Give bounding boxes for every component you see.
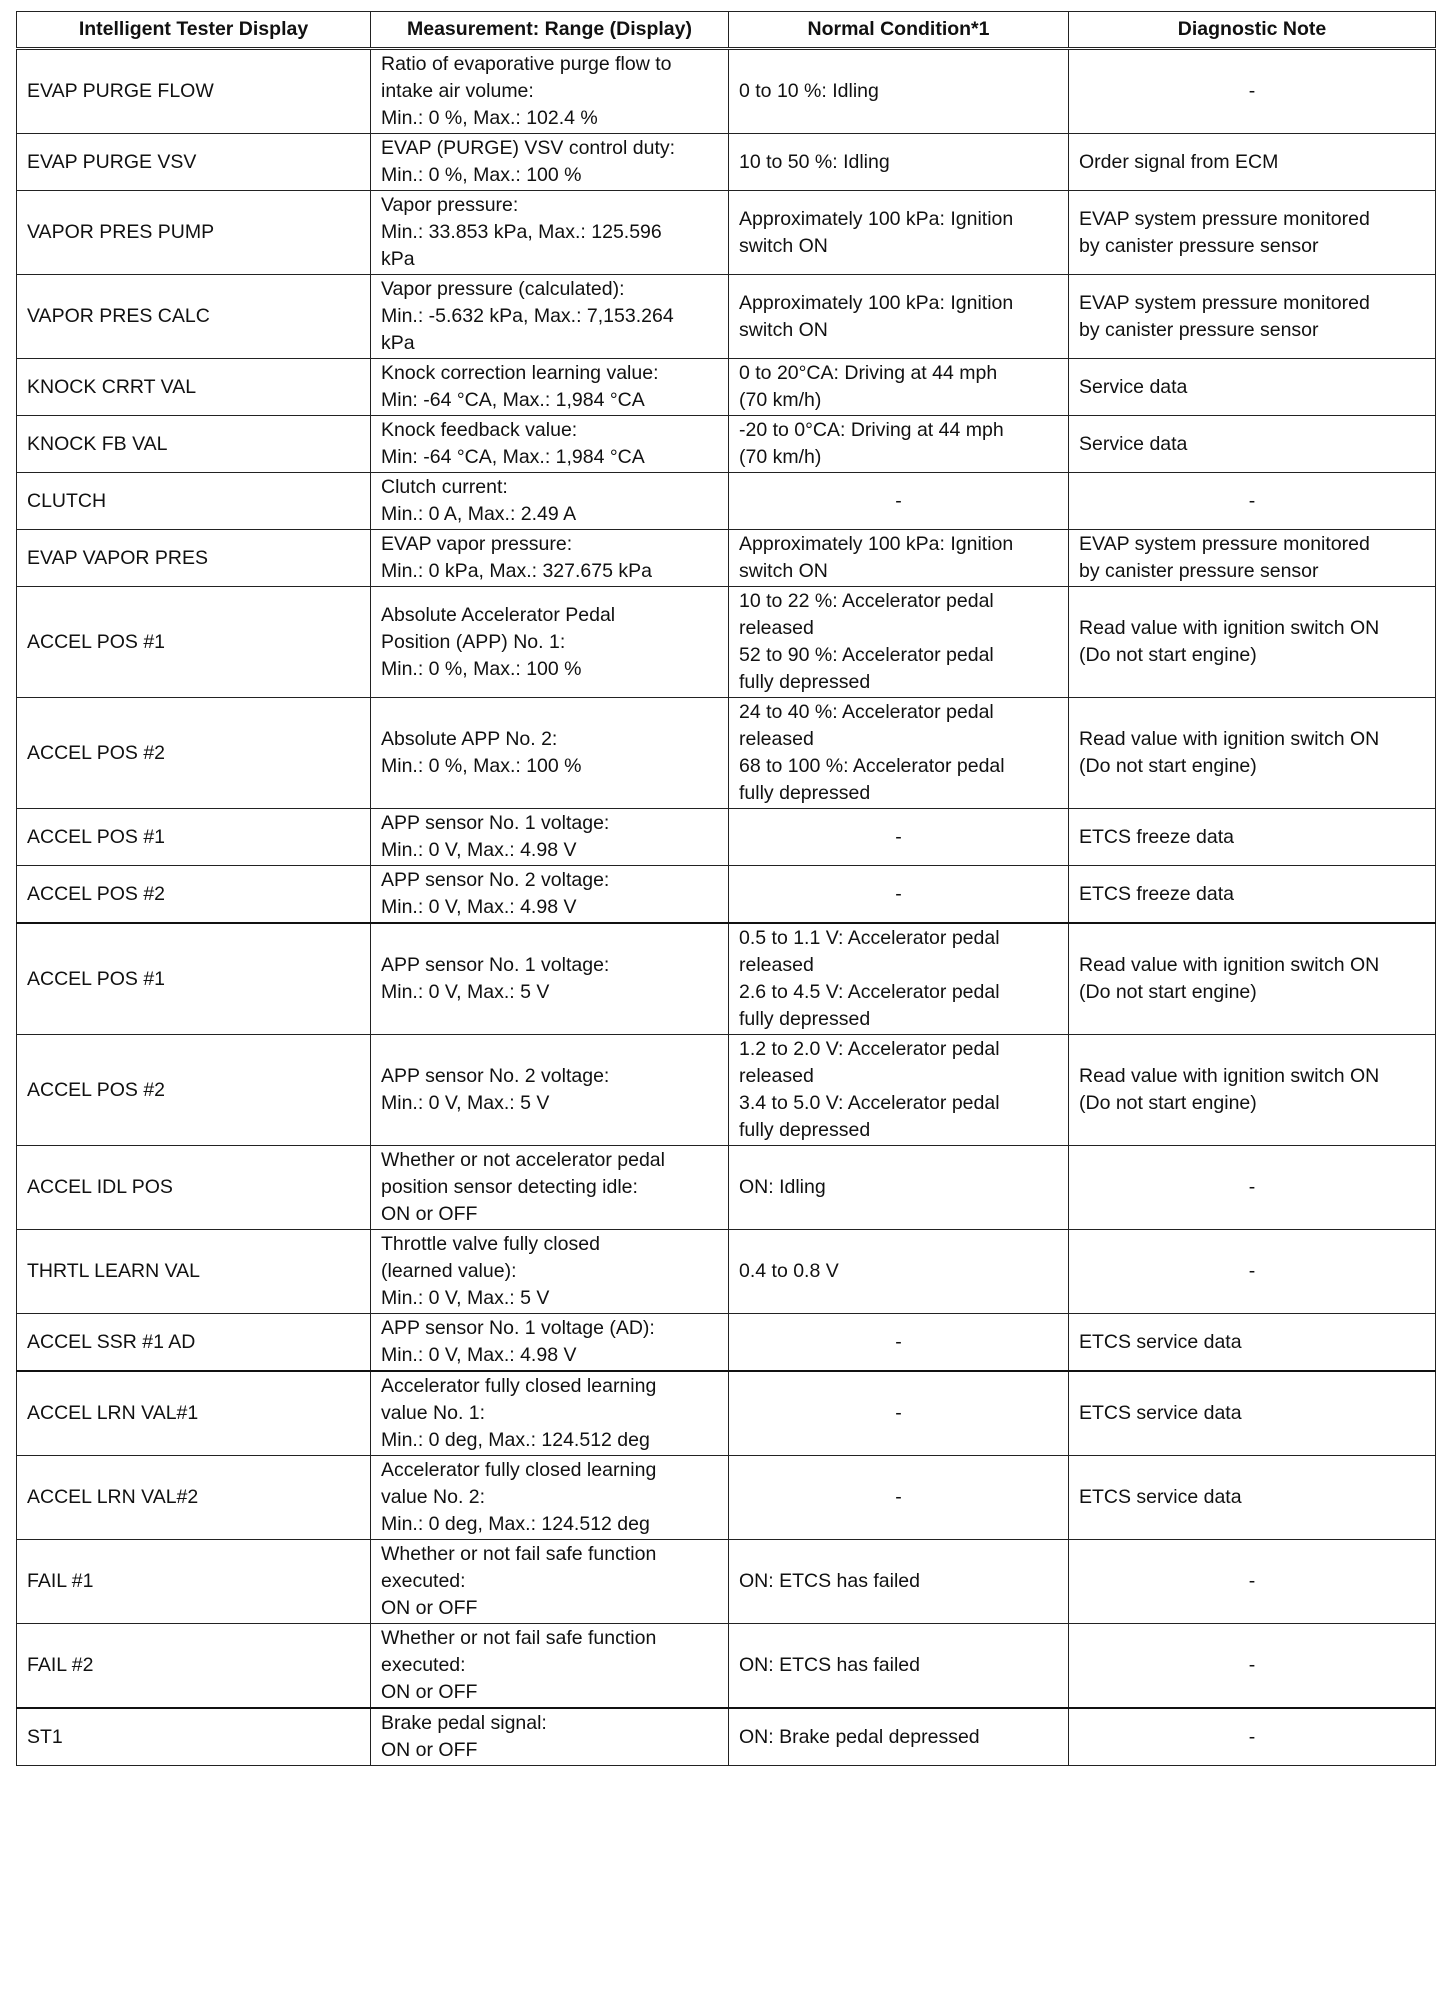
cell-normal: 0 to 20°CA: Driving at 44 mph (70 km/h): [729, 359, 1069, 416]
cell-display: VAPOR PRES CALC: [17, 275, 371, 359]
cell-note: Read value with ignition switch ON (Do not start engine): [1069, 587, 1436, 698]
cell-normal: ON: Brake pedal depressed: [729, 1708, 1069, 1766]
cell-display: ACCEL LRN VAL#2: [17, 1456, 371, 1540]
cell-normal: ON: ETCS has failed: [729, 1540, 1069, 1624]
cell-display: ACCEL POS #1: [17, 809, 371, 866]
cell-range: EVAP (PURGE) VSV control duty: Min.: 0 %, Max.: 100 %: [371, 134, 729, 191]
header-measurement-range: Measurement: Range (Display): [371, 12, 729, 49]
cell-normal: -: [729, 1456, 1069, 1540]
cell-range: Whether or not accelerator pedal position sensor detecting idle: ON or OFF: [371, 1146, 729, 1230]
table-row: [17, 191, 1436, 275]
table-row: [17, 1456, 1436, 1540]
cell-normal: 0.4 to 0.8 V: [729, 1230, 1069, 1314]
cell-note: -: [1069, 1146, 1436, 1230]
cell-note: -: [1069, 1708, 1436, 1766]
cell-note: Read value with ignition switch ON (Do not start engine): [1069, 1035, 1436, 1146]
cell-normal: Approximately 100 kPa: Ignition switch ON: [729, 191, 1069, 275]
cell-range: EVAP vapor pressure: Min.: 0 kPa, Max.: 327.675 kPa: [371, 530, 729, 587]
cell-note: EVAP system pressure monitored by canister pressure sensor: [1069, 530, 1436, 587]
cell-note: -: [1069, 1230, 1436, 1314]
table-row: [17, 809, 1436, 866]
cell-display: EVAP VAPOR PRES: [17, 530, 371, 587]
table-row: [17, 1035, 1436, 1146]
cell-range: Vapor pressure (calculated): Min.: -5.632 kPa, Max.: 7,153.264 kPa: [371, 275, 729, 359]
cell-range: APP sensor No. 1 voltage: Min.: 0 V, Max.: 5 V: [371, 923, 729, 1035]
table-row: [17, 1708, 1436, 1766]
cell-normal: -: [729, 1371, 1069, 1456]
cell-range: Absolute Accelerator Pedal Position (APP) No. 1: Min.: 0 %, Max.: 100 %: [371, 587, 729, 698]
cell-note: EVAP system pressure monitored by canister pressure sensor: [1069, 191, 1436, 275]
cell-note: Read value with ignition switch ON (Do not start engine): [1069, 923, 1436, 1035]
header-diagnostic-note: Diagnostic Note: [1069, 12, 1436, 49]
table-row: [17, 473, 1436, 530]
table-row: [17, 275, 1436, 359]
table-row: [17, 530, 1436, 587]
cell-display: ACCEL POS #2: [17, 1035, 371, 1146]
cell-display: EVAP PURGE VSV: [17, 134, 371, 191]
cell-display: FAIL #1: [17, 1540, 371, 1624]
table-row: [17, 359, 1436, 416]
cell-display: KNOCK FB VAL: [17, 416, 371, 473]
cell-display: ACCEL IDL POS: [17, 1146, 371, 1230]
cell-normal: 10 to 22 %: Accelerator pedal released 52 to 90 %: Accelerator pedal fully depressed: [729, 587, 1069, 698]
cell-range: Brake pedal signal: ON or OFF: [371, 1708, 729, 1766]
cell-note: -: [1069, 1540, 1436, 1624]
cell-range: APP sensor No. 2 voltage: Min.: 0 V, Max.: 4.98 V: [371, 866, 729, 924]
cell-note: -: [1069, 473, 1436, 530]
cell-note: ETCS service data: [1069, 1371, 1436, 1456]
table-header-row: [17, 12, 1436, 49]
cell-normal: ON: ETCS has failed: [729, 1624, 1069, 1709]
cell-range: Knock feedback value: Min: -64 °CA, Max.: 1,984 °CA: [371, 416, 729, 473]
cell-range: Accelerator fully closed learning value No. 1: Min.: 0 deg, Max.: 124.512 deg: [371, 1371, 729, 1456]
header-tester-display: Intelligent Tester Display: [17, 12, 371, 49]
cell-display: VAPOR PRES PUMP: [17, 191, 371, 275]
cell-normal: 24 to 40 %: Accelerator pedal released 68 to 100 %: Accelerator pedal fully depressed: [729, 698, 1069, 809]
cell-note: ETCS service data: [1069, 1456, 1436, 1540]
cell-note: ETCS freeze data: [1069, 866, 1436, 924]
cell-range: Accelerator fully closed learning value No. 2: Min.: 0 deg, Max.: 124.512 deg: [371, 1456, 729, 1540]
cell-normal: -: [729, 866, 1069, 924]
cell-range: APP sensor No. 2 voltage: Min.: 0 V, Max.: 5 V: [371, 1035, 729, 1146]
cell-note: ETCS freeze data: [1069, 809, 1436, 866]
cell-normal: Approximately 100 kPa: Ignition switch ON: [729, 530, 1069, 587]
table-row: [17, 1624, 1436, 1709]
cell-normal: 1.2 to 2.0 V: Accelerator pedal released 3.4 to 5.0 V: Accelerator pedal fully depressed: [729, 1035, 1069, 1146]
data-list-page: [16, 11, 1435, 1766]
cell-normal: -: [729, 1314, 1069, 1372]
cell-normal: -: [729, 809, 1069, 866]
table-row: [17, 49, 1436, 134]
cell-display: CLUTCH: [17, 473, 371, 530]
cell-note: Read value with ignition switch ON (Do not start engine): [1069, 698, 1436, 809]
cell-normal: Approximately 100 kPa: Ignition switch ON: [729, 275, 1069, 359]
header-normal-condition: Normal Condition*1: [729, 12, 1069, 49]
cell-note: ETCS service data: [1069, 1314, 1436, 1372]
table-row: [17, 1230, 1436, 1314]
table-row: [17, 587, 1436, 698]
cell-display: ACCEL POS #2: [17, 866, 371, 924]
data-list-table: [16, 11, 1436, 1766]
cell-display: ACCEL POS #2: [17, 698, 371, 809]
cell-normal: -20 to 0°CA: Driving at 44 mph (70 km/h): [729, 416, 1069, 473]
cell-note: Service data: [1069, 359, 1436, 416]
cell-range: APP sensor No. 1 voltage: Min.: 0 V, Max.: 4.98 V: [371, 809, 729, 866]
cell-display: ACCEL POS #1: [17, 923, 371, 1035]
cell-normal: 0 to 10 %: Idling: [729, 49, 1069, 134]
table-row: [17, 1540, 1436, 1624]
cell-note: EVAP system pressure monitored by canister pressure sensor: [1069, 275, 1436, 359]
table-row: [17, 866, 1436, 924]
cell-normal: -: [729, 473, 1069, 530]
cell-normal: ON: Idling: [729, 1146, 1069, 1230]
table-row: [17, 698, 1436, 809]
cell-note: Order signal from ECM: [1069, 134, 1436, 191]
cell-display: ACCEL POS #1: [17, 587, 371, 698]
table-row: [17, 923, 1436, 1035]
cell-note: -: [1069, 49, 1436, 134]
cell-range: Clutch current: Min.: 0 A, Max.: 2.49 A: [371, 473, 729, 530]
cell-note: -: [1069, 1624, 1436, 1709]
cell-display: ST1: [17, 1708, 371, 1766]
cell-normal: 10 to 50 %: Idling: [729, 134, 1069, 191]
cell-display: ACCEL LRN VAL#1: [17, 1371, 371, 1456]
cell-range: Knock correction learning value: Min: -64 °CA, Max.: 1,984 °CA: [371, 359, 729, 416]
cell-range: APP sensor No. 1 voltage (AD): Min.: 0 V, Max.: 4.98 V: [371, 1314, 729, 1372]
cell-display: THRTL LEARN VAL: [17, 1230, 371, 1314]
cell-range: Throttle valve fully closed (learned value): Min.: 0 V, Max.: 5 V: [371, 1230, 729, 1314]
cell-normal: 0.5 to 1.1 V: Accelerator pedal released 2.6 to 4.5 V: Accelerator pedal fully depressed: [729, 923, 1069, 1035]
cell-display: EVAP PURGE FLOW: [17, 49, 371, 134]
cell-range: Whether or not fail safe function executed: ON or OFF: [371, 1624, 729, 1709]
table-row: [17, 1371, 1436, 1456]
table-row: [17, 1146, 1436, 1230]
cell-range: Absolute APP No. 2: Min.: 0 %, Max.: 100 %: [371, 698, 729, 809]
cell-range: Vapor pressure: Min.: 33.853 kPa, Max.: 125.596 kPa: [371, 191, 729, 275]
cell-range: Ratio of evaporative purge flow to intake air volume: Min.: 0 %, Max.: 102.4 %: [371, 49, 729, 134]
cell-display: FAIL #2: [17, 1624, 371, 1709]
cell-display: KNOCK CRRT VAL: [17, 359, 371, 416]
cell-range: Whether or not fail safe function executed: ON or OFF: [371, 1540, 729, 1624]
table-row: [17, 1314, 1436, 1372]
table-row: [17, 134, 1436, 191]
cell-note: Service data: [1069, 416, 1436, 473]
cell-display: ACCEL SSR #1 AD: [17, 1314, 371, 1372]
table-row: [17, 416, 1436, 473]
